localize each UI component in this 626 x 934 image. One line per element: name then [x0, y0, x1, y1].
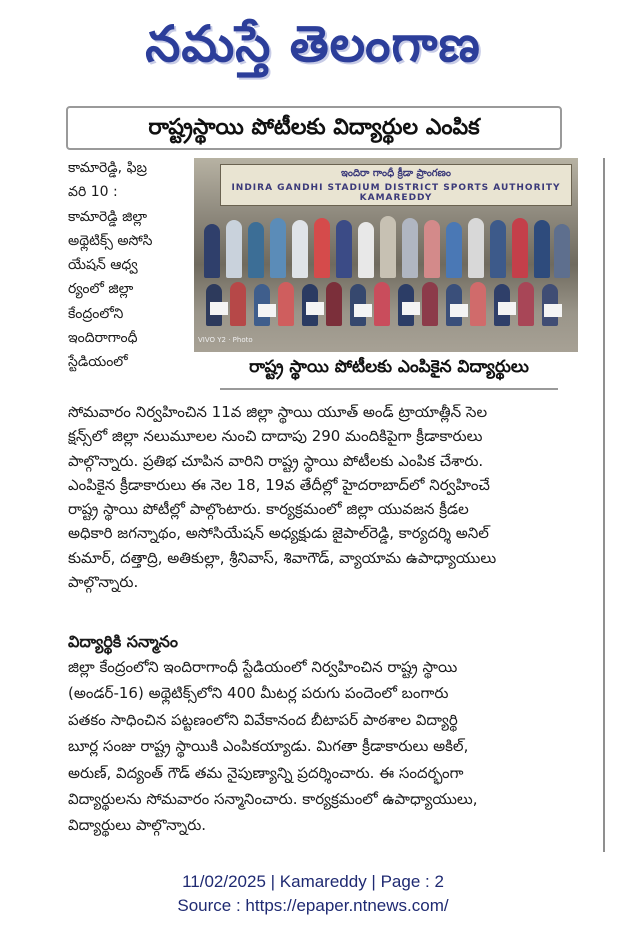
left-column-line: ర్యంలో జిల్లా — [68, 281, 134, 298]
left-column-line: యేషన్ ఆధ్వ — [68, 257, 138, 274]
stadium-banner — [220, 164, 572, 206]
left-column-text — [68, 156, 186, 375]
body-line: బూర్ల సంజు రాష్ట్ర స్థాయికి ఎంపికయ్యాడు. మిగతా క్రీడాకారులు అకిల్, — [68, 737, 469, 756]
article-body — [68, 400, 608, 594]
left-column-line: ఇందిరాగాంధీ — [68, 330, 138, 347]
article-headline: రాష్ట్రస్థాయి పోటీలకు విద్యార్థుల ఎంపిక — [66, 106, 562, 150]
body-line: విద్యార్థులు పాల్గొన్నారు. — [68, 816, 207, 835]
body-line: విద్యార్థులను సోమవారం సన్మానించారు. కార్యక్రమంలో ఉపాధ్యాయులు, — [68, 790, 478, 809]
newspaper-masthead: నమస్తే తెలంగాణ — [145, 15, 481, 73]
body-line: జిల్లా కేంద్రంలోని ఇందిరాగాంధీ స్టేడియంలో నిర్వహించిన రాష్ట్ర స్థాయి — [68, 658, 458, 676]
body-line: పాల్గొన్నారు. ప్రతిభ చూపిన వారిని రాష్ట్ర స్థాయి పోటీలకు ఎంపిక చేశారు. — [68, 451, 484, 470]
body-line: క్షన్స్‌లో జిల్లా నలుమూలల నుంచి దాదాపు 290 మందికిపైగా క్రీడాకారులు — [68, 427, 483, 446]
left-column-line: అథ్లెటిక్స్ అసోసి — [68, 232, 153, 249]
stadium-banner-english: INDIRA GANDHI STADIUM DISTRICT SPORTS AUTHORITY KAMAREDDY — [231, 183, 561, 203]
article-subheading: విద్యార్థికి సన్మానం — [68, 632, 179, 651]
photo-credit: VIVO Y2 · Photo — [198, 336, 253, 344]
column-divider — [603, 158, 605, 852]
seated-students-row — [200, 276, 572, 346]
photo-caption: రాష్ట్ర స్థాయి పోటీలకు ఎంపికైన విద్యార్థులు — [220, 352, 558, 390]
body-line: రాష్ట్ర స్థాయి పోటీల్లో పాల్గొంటారు. కార్యక్రమంలో జిల్లా యువజన క్రీడల — [68, 500, 469, 519]
body-line: (అండర్-16) అథ్లెటిక్స్‌లోని 400 మీటర్ల పరుగు పందెంలో బంగారు — [68, 684, 449, 703]
body-line: ఎంపికైన క్రీడాకారులు ఈ నెల 18, 19వ తేదీల్లో హైదరాబాద్‌లో నిర్వహించే — [68, 475, 490, 494]
body-line: పాల్గొన్నారు. — [68, 573, 139, 592]
footer-date-location: 11/02/2025 | Kamareddy | Page : 2 — [182, 872, 444, 891]
left-column-line: కేంద్రంలోని — [68, 305, 124, 322]
footer-source: Source : https://epaper.ntnews.com/ — [177, 896, 449, 915]
body-line: అరుణ్, విద్యంత్ గౌడ్ తమ నైపుణ్యాన్ని ప్రదర్శించారు. ఈ సందర్భంగా — [68, 763, 464, 782]
stadium-banner-telugu: ఇందిరా గాంధీ క్రీడా ప్రాంగణం — [341, 168, 451, 179]
body-line: కుమార్, దత్తాద్రి, అతికుల్లా, శ్రీనివాస్, శివాగౌడ్, వ్యాయామ ఉపాధ్యాయులు — [68, 548, 497, 567]
left-column-line: వరి 10 : — [68, 184, 118, 201]
body-line: అధికారి జగన్నాథం, అసోసియేషన్ అధ్యక్షుడు జైపాల్‌రెడ్డి, కార్యదర్శి అనిల్ — [68, 524, 489, 543]
body-line: సోమవారం నిర్వహించిన 11వ జిల్లా స్థాయి యూత్ అండ్ ట్రాయాత్లీన్ సెల — [68, 403, 488, 421]
left-column-line: కామారెడ్డి జిల్లా — [68, 208, 148, 225]
article-body-second — [68, 654, 608, 839]
left-column-line: స్టేడియంలో — [68, 354, 128, 371]
left-column-line: కామారెడ్డి, ఫిబ్ర — [68, 160, 148, 176]
group-photo — [194, 158, 578, 352]
body-line: పతకం సాధించిన పట్టణంలోని వివేకానంద బీటాపర్ పాఠశాల విద్యార్థి — [68, 710, 458, 729]
standing-people-row — [200, 210, 572, 280]
